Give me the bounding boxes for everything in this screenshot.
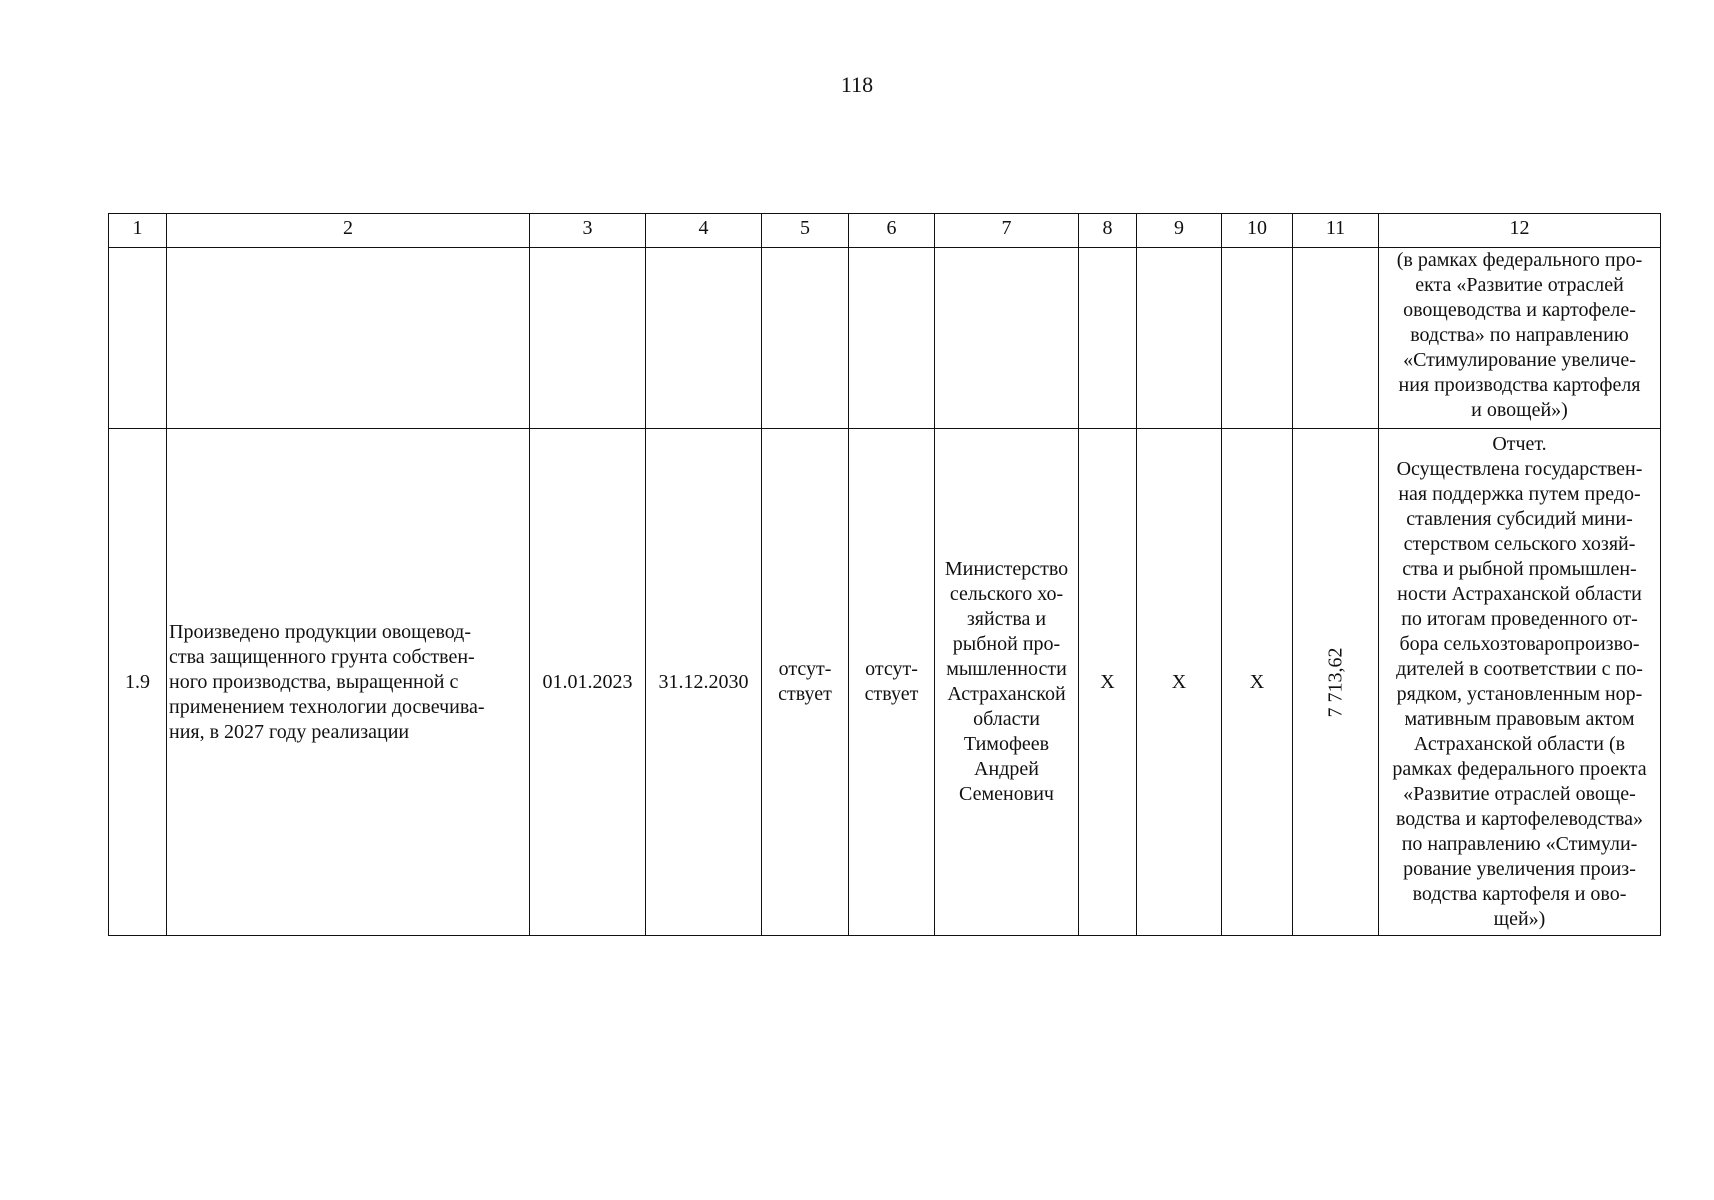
header-cell-6: 6 bbox=[849, 214, 935, 248]
report-table bbox=[108, 213, 1661, 936]
header-cell-1: 1 bbox=[109, 214, 167, 248]
header-cell-8: 8 bbox=[1079, 214, 1137, 248]
report-text: Отчет. Осуществлена государствен- ная поддержка путем предо- ставления субсидий мини- стерством сельского хозяй- ства и рыбной промышлен- ности Астраханской области по итогам проведенного от- бора сельхозтоваропроизво- дителей в соответствии с по- рядком, установленным нор- мативным правовым актом Астраханской области (в рамках федерального проекта «Развитие отраслей овоще- водства и картофелеводства» по направлению «Стимули- рование увеличения произ- водства картофеля и ово- щей») bbox=[1379, 429, 1661, 936]
empty-cell bbox=[109, 248, 167, 429]
empty-cell bbox=[849, 248, 935, 429]
empty-cell bbox=[530, 248, 646, 429]
empty-cell bbox=[646, 248, 762, 429]
row-description: Произведено продукции овощевод- ства защищенного грунта собствен- ного производства, выращенной с применением технологии досвечива- ния, в 2027 году реализации bbox=[167, 429, 530, 936]
amount-cell bbox=[1293, 429, 1379, 936]
page-number: 118 bbox=[840, 72, 874, 97]
header-cell-5: 5 bbox=[762, 214, 849, 248]
empty-cell bbox=[935, 248, 1079, 429]
header-cell-12: 12 bbox=[1379, 214, 1661, 248]
empty-cell bbox=[1137, 248, 1222, 429]
col5-value: отсут- ствует bbox=[762, 429, 849, 936]
header-cell-10: 10 bbox=[1222, 214, 1293, 248]
header-cell-11: 11 bbox=[1293, 214, 1379, 248]
empty-cell bbox=[1293, 248, 1379, 429]
col6-value: отсут- ствует bbox=[849, 429, 935, 936]
empty-cell bbox=[167, 248, 530, 429]
table-row bbox=[109, 429, 1661, 936]
empty-cell bbox=[1079, 248, 1137, 429]
end-date: 31.12.2030 bbox=[646, 429, 762, 936]
header-cell-9: 9 bbox=[1137, 214, 1222, 248]
continuation-row bbox=[109, 248, 1661, 429]
col9-value: Х bbox=[1137, 429, 1222, 936]
continuation-note: (в рамках федерального про- екта «Развитие отраслей овощеводства и картофеле- водства» по направлению «Стимулирование увеличе- ния производства картофеля и овощей») bbox=[1379, 248, 1661, 429]
empty-cell bbox=[1222, 248, 1293, 429]
start-date: 01.01.2023 bbox=[530, 429, 646, 936]
row-number: 1.9 bbox=[109, 429, 167, 936]
amount-value: 7 713,62 bbox=[1324, 647, 1346, 717]
header-cell-7: 7 bbox=[935, 214, 1079, 248]
col10-value: Х bbox=[1222, 429, 1293, 936]
header-cell-4: 4 bbox=[646, 214, 762, 248]
header-cell-3: 3 bbox=[530, 214, 646, 248]
header-row bbox=[109, 214, 1661, 248]
responsible-party: Министерство сельского хо- зяйства и рыбной про- мышленности Астраханской области Тимофеев Андрей Семенович bbox=[935, 429, 1079, 936]
empty-cell bbox=[762, 248, 849, 429]
header-cell-2: 2 bbox=[167, 214, 530, 248]
col8-value: Х bbox=[1079, 429, 1137, 936]
